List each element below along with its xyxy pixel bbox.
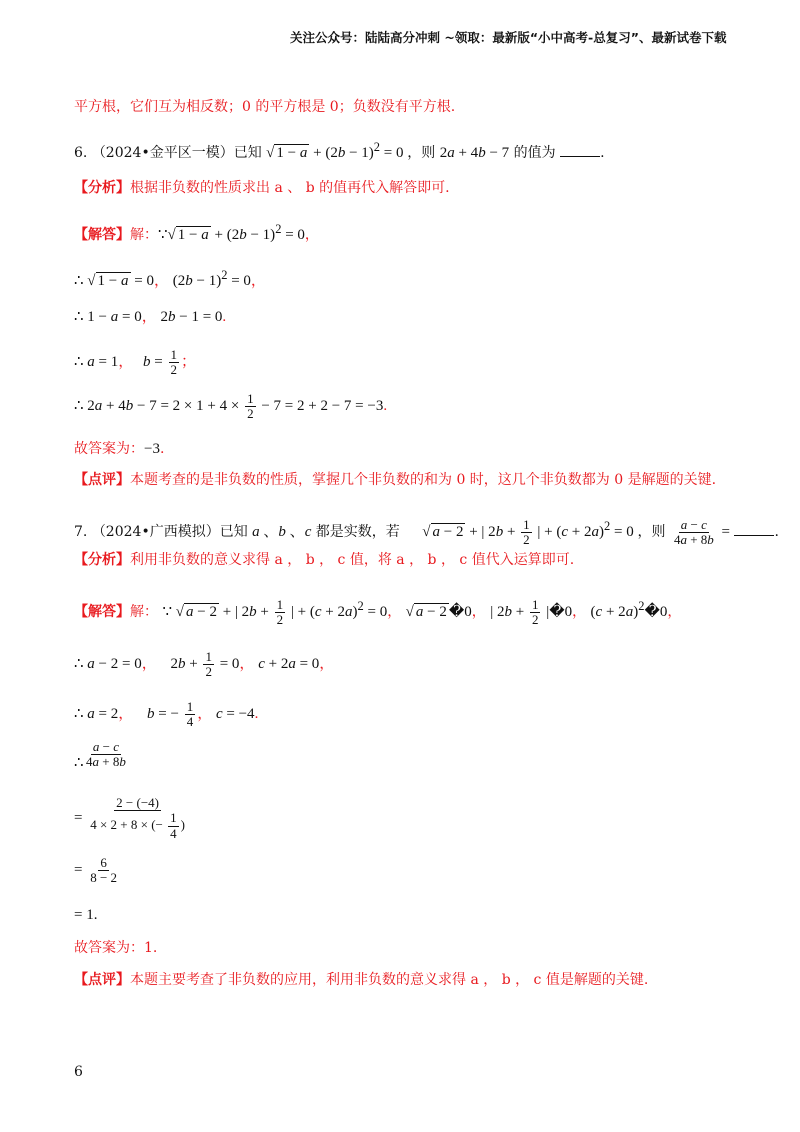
q6-solution-line1: 【解答】解：∵√ $1 - a + (2b - 1)^2 = 0$， xyxy=(74,222,319,243)
q7-answer: 故答案为：1. xyxy=(74,940,158,956)
q7-solution-line1: 【解答】解： ∵ √ a − 2 + | 2b + $\frac{1}{2}$ | + $(c + 2a)^2 = 0$， √ a − 2 �0， | 2b + $\frac{1}{2}$ |�0， $(c + 2a)^2�0$， xyxy=(74,597,682,628)
page-header: 关注公众号：陆陆高分冲刺 ~领取：最新版“小中高考-总复习”、最新试卷下载 xyxy=(290,30,727,45)
q7-solution-line4: $\frac{a - c}{4a + 8b}$ ∴ xyxy=(74,739,126,771)
q7-comment: 【点评】本题主要考查了非负数的应用，利用非负数的意义求得 a ， b ， c 值是解题的关键. xyxy=(74,972,649,988)
q7-solution-line2: ∴ a − 2 = 0， 2b + $\frac{1}{2}$ = 0， c + 2a = 0， xyxy=(74,649,335,680)
q6-solution-line4: ∴ a = 1， b = $\frac{1}{2}$ ； xyxy=(74,347,197,378)
q6-solution-line3: ∴ 1 − a = 0， 2b − 1 = 0. xyxy=(74,309,227,325)
q6-analysis: 【分析】根据非负数的性质求出 a 、 b 的值再代入解答即可. xyxy=(74,180,450,196)
q7-solution-line3: ∴ a = 2， b = − $\frac{1}{4}$ ， c = −4. xyxy=(74,699,259,730)
q6-stem: 6. （2024•金平区一模）已知 √ $1 - a + (2b - 1)^2 = 0$ ，则 2a + 4b − 7 的值为 . xyxy=(74,140,605,161)
q6-solution-line2: ∴ √ 1 − a = 0， $(2b - 1)^2 = 0$， xyxy=(74,268,266,289)
q7-solution-line5: = 2 − (−4) 4 × 2 + 8 × (− $\frac{1}{4}$ ) xyxy=(74,795,185,841)
q6-comment: 【点评】本题考查的是非负数的性质，掌握几个非负数的和为 0 时，这几个非负数都为 0 是解题的关键. xyxy=(74,472,717,488)
answer-blank xyxy=(560,142,600,157)
answer-blank xyxy=(734,521,774,536)
q6-condition: √ $1 - a + (2b - 1)^2 = 0$ xyxy=(266,140,408,161)
q6-solution-line5: ∴ 2a + 4b − 7 = 2 × 1 + 4 × $\frac{1}{2}$ − 7 = 2 + 2 − 7 = −3. xyxy=(74,391,388,422)
q7-solution-line7: = 1. xyxy=(74,907,98,923)
q7-stem: 7. （2024•广西模拟）已知 a 、b 、c 都是实数，若 √ a − 2 + | 2b + $\frac{1}{2}$ | + $(c + 2a)^2 = 0$ ，则 $\frac{a - c}{4a + 8b}$ = . xyxy=(74,517,779,548)
q6-answer: 故答案为：−3. xyxy=(74,441,165,457)
q7-solution-line6: = $\frac{6}{8 - 2}$ xyxy=(74,855,118,886)
intro-text: 平方根，它们互为相反数；0 的平方根是 0；负数没有平方根. xyxy=(74,99,456,115)
page-number: 6 xyxy=(74,1064,83,1080)
q7-analysis: 【分析】利用非负数的意义求得 a ， b ， c 值，将 a ， b ， c 值代入运算即可. xyxy=(74,552,575,568)
